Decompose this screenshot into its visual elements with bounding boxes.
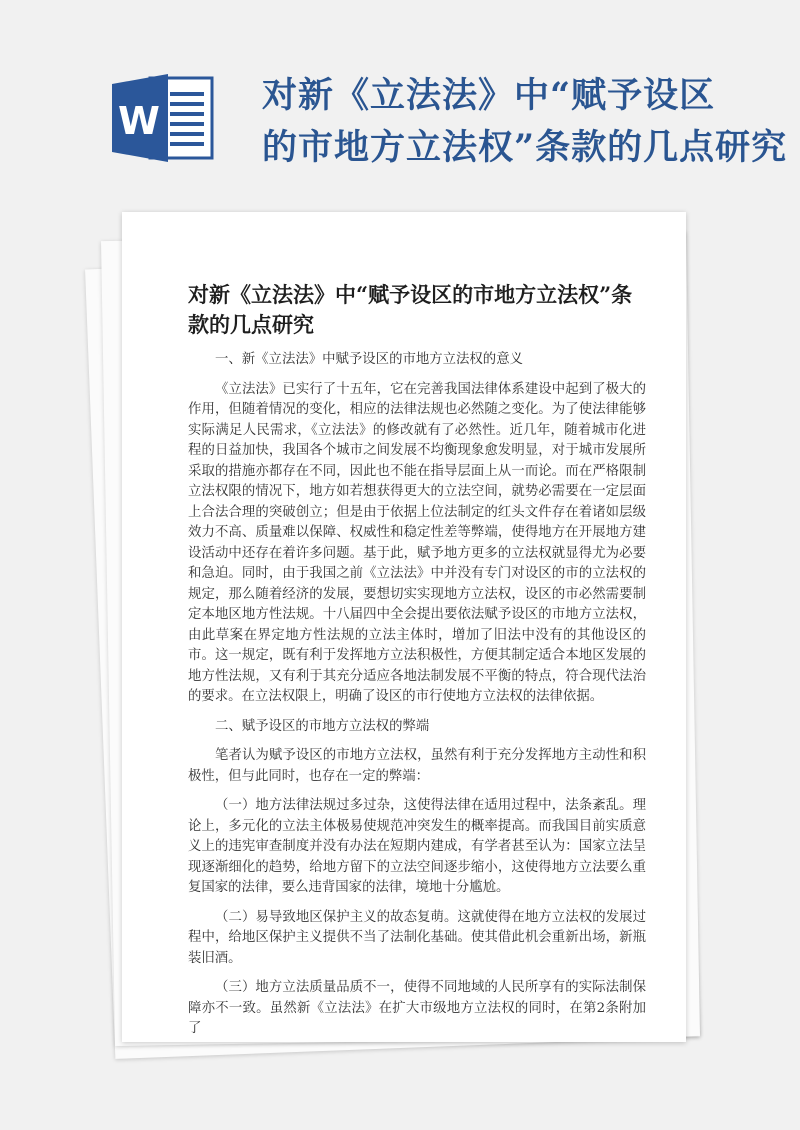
clause-3: （三）地方立法质量品质不一，使得不同地域的人民所享有的实际法制保障亦不一致。虽然新《立法法》在扩大市级地方立法权的同时，在第2条附加了 (188, 980, 646, 1036)
paragraph-1: 《立法法》已实行了十五年，它在完善我国法律体系建设中起到了极大的作用，但随着情况的变化，相应的法律法规也必然随之变化。为了使法律能够实际满足人民需求，《立法法》的修改就有了必然性。近几年，随着城市化进程的日益加快，我国各个城市之间发展不均衡现象愈发明显，对于城市发展所采取的措施亦都存在不同，因此也不能在指导层面上从一而论。而在严格限制立法权限的情况下，地方如若想获得更大的立法空间，就势必需要在一定层面上合法合理的突破创立；但是由于依据上位法制定的红头文件存在着诸如层级效力不高、质量难以保障、权威性和稳定性差等弊端，使得地方在开展地方建设活动中还存在着许多问题。基于此，赋予地方更多的立法权就显得尤为必要和急迫。同时，由于我国之前《立法法》中并没有专门对设区的市的立法权的规定，那么随着经济的发展，要想切实实现地方立法权，设区的市必然需要制定本地区地方性法规。十八届四中全会提出要依法赋予设区的市地方立法权，由此草案在界定地方性法规的立法主体时，增加了旧法中没有的其他设区的市。这一规定，既有利于发挥地方立法积极性，方便其制定适合本地区发展的地方性法规，又有利于其充分适应各地法制发展不平衡的特点，符合现代法治的要求。在立法权限上，明确了设区的市行使地方立法权的法律依据。 (188, 381, 646, 704)
section-heading-2: 二、赋予设区的市地方立法权的弊端 (215, 718, 430, 734)
document-page (122, 212, 686, 1042)
clause-1: （一）地方法律法规过多过杂，这使得法律在适用过程中，法条紊乱。理论上，多元化的立法主体极易使规范冲突发生的概率提高。而我国目前实质意义上的违宪审查制度并没有办法在短期内建成，有学者甚至认为：国家立法呈现逐渐细化的趋势，给地方留下的立法空间逐步缩小，这使得地方立法要么重复国家的法律，要么违背国家的法律，境地十分尴尬。 (188, 798, 646, 895)
banner-title (262, 70, 788, 174)
section-heading-1: 一、新《立法法》中赋予设区的市地方立法权的意义 (215, 352, 523, 367)
banner-title-line2: 的市地方立法权”条款的几点研究 (262, 127, 788, 168)
banner-title-line1: 对新《立法法》中“赋予设区 (262, 75, 716, 116)
document-body (188, 350, 646, 1042)
word-icon-letter: W (118, 99, 160, 143)
document-title: 对新《立法法》中“赋予设区的市地方立法权”条款的几点研究 (188, 282, 633, 337)
paragraph-2: 笔者认为赋予设区的市地方立法权，虽然有利于充分发挥地方主动性和积极性，但与此同时，也存在一定的弊端： (188, 748, 646, 784)
clause-2: （二）易导致地区保护主义的故态复萌。这就使得在地方立法权的发展过程中，给地区保护主义提供不当了法制化基础。使其借此机会重新出场，新瓶装旧酒。 (188, 909, 646, 966)
word-document-icon (112, 72, 214, 164)
